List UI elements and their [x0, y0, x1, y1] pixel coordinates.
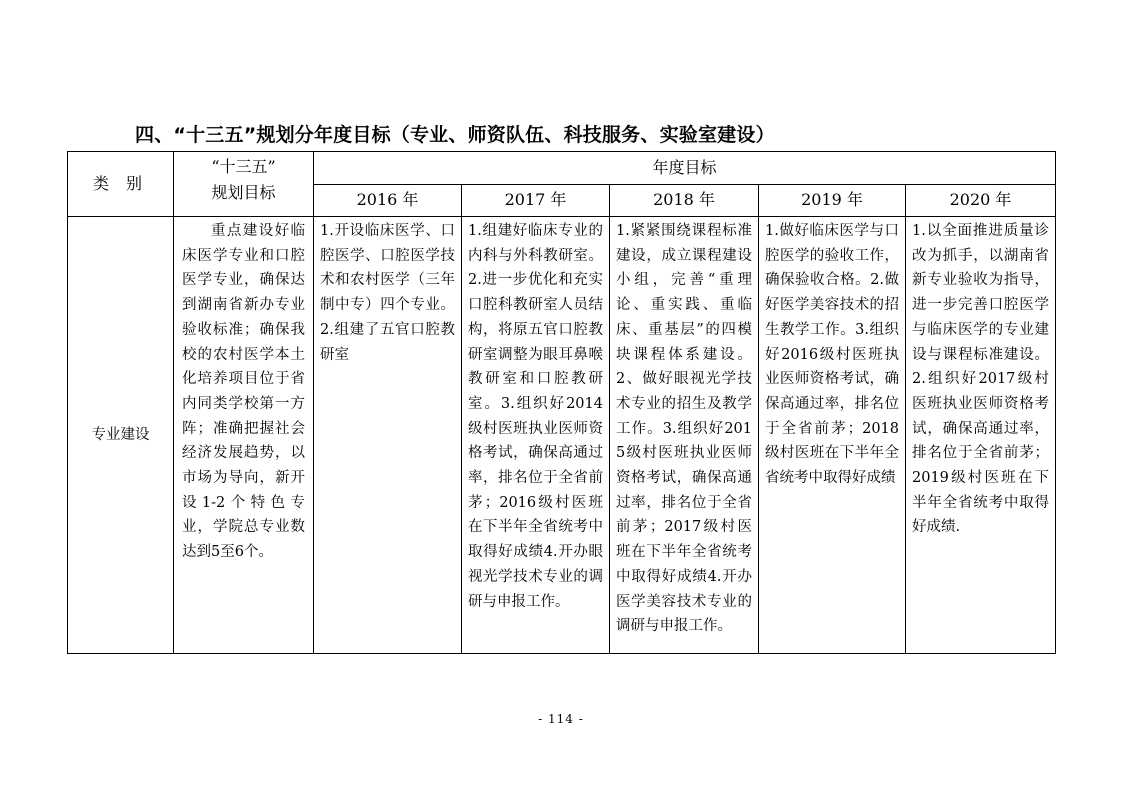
plan-goal-header-line2: 规划目标	[211, 183, 276, 202]
header-row-1	[68, 152, 1056, 185]
row-label: 专业建设	[68, 217, 174, 654]
year-header-2018: 2018 年	[610, 185, 759, 217]
year-header-2019: 2019 年	[759, 185, 906, 217]
plan-goal-cell: 重点建设好临床医学专业和口腔医学专业，确保达到湖南省新办专业验收标准；确保我校的农村医学本土化培养项目位于省内同类学校第一方阵；准确把握社会经济发展趋势，以市场为导向，新开设1-2个特色专业，学院总专业数达到5至6个。	[174, 217, 314, 654]
goal-2016-cell: 1.开设临床医学、口腔医学、口腔医学技术和农村医学（三年制中专）四个专业。2.组建了五官口腔教研室	[314, 217, 462, 654]
table-row	[68, 217, 1056, 654]
plan-goal-header	[174, 152, 314, 217]
goal-2019-cell: 1.做好临床医学与口腔医学的验收工作，确保验收合格。2.做好医学美容技术的招生教学工作。3.组织好2016级村医班执业医师资格考试，确保高通过率，排名位于全省前茅；2018级村医班在下半年全省统考中取得好成绩	[759, 217, 906, 654]
annual-goals-header: 年度目标	[314, 152, 1056, 185]
section-heading: 四、“十三五”规划分年度目标（专业、师资队伍、科技服务、实验室建设）	[135, 124, 775, 146]
page-number: - 114 -	[538, 712, 584, 726]
year-header-2016: 2016 年	[314, 185, 462, 217]
year-header-2020: 2020 年	[906, 185, 1056, 217]
category-header: 类 别	[68, 152, 174, 217]
plan-goal-header-line1: “十三五”	[211, 157, 276, 176]
year-header-2017: 2017 年	[462, 185, 610, 217]
annual-goals-table	[67, 151, 1056, 654]
goal-2017-cell: 1.组建好临床专业的内科与外科教研室。2.进一步优化和充实口腔科教研室人员结构，将原五官口腔教研室调整为眼耳鼻喉教研室和口腔教研室。3.组织好2014级村医班执业医师资格考试，确保高通过率，排名位于全省前茅；2016级村医班在下半年全省统考中取得好成绩4.开办眼视光学技术专业的调研与申报工作。	[462, 217, 610, 654]
goal-2020-cell: 1.以全面推进质量诊改为抓手，以湖南省新专业验收为指导，进一步完善口腔医学与临床医学的专业建设与课程标准建设。2.组织好2017级村医班执业医师资格考试，确保高通过率，排名位于全省前茅；2019级村医班在下半年全省统考中取得好成绩.	[906, 217, 1056, 654]
goal-2018-cell: 1.紧紧围绕课程标准建设，成立课程建设小组，完善“重理论、重实践、重临床、重基层”的四模块课程体系建设。2、做好眼视光学技术专业的招生及教学工作。3.组织好2015级村医班执业医师资格考试，确保高通过率，排名位于全省前茅；2017级村医班在下半年全省统考中取得好成绩4.开办医学美容技术专业的调研与申报工作。	[610, 217, 759, 654]
